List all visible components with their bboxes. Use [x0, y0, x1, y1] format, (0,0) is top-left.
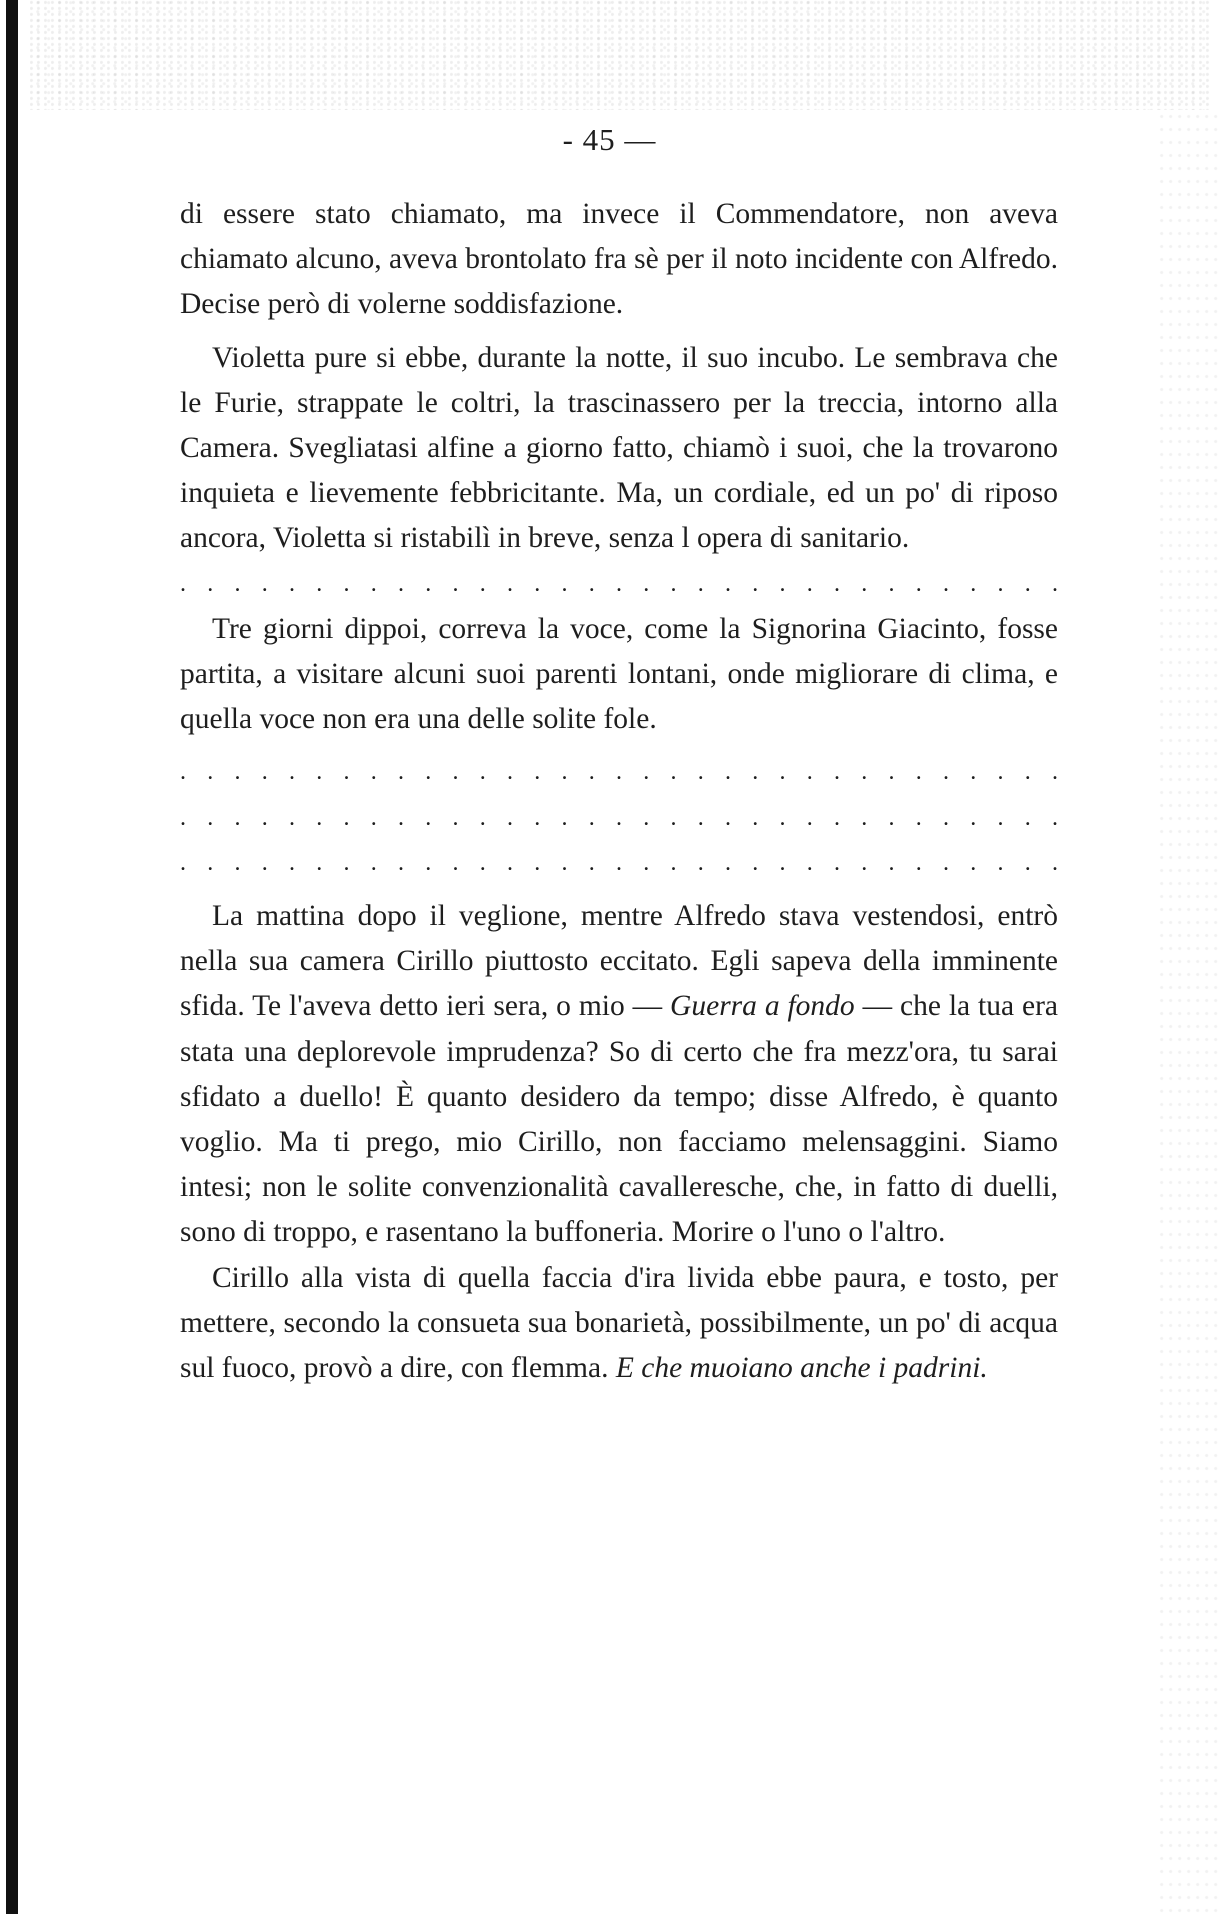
page-number: - 45 — — [562, 122, 657, 157]
italic-phrase-padrini: E che muoiano anche i padrini. — [615, 1352, 988, 1385]
body-text — [180, 192, 1058, 1391]
dotted-separator-3: . . . . . . . . . . . . . . . . . . . . . . . . . . . . . . . . . — [180, 804, 1058, 831]
paper-speckle-top — [30, 0, 1210, 110]
dotted-separator-2: . . . . . . . . . . . . . . . . . . . . . . . . . . . . . . . . . — [180, 759, 1058, 786]
binding-edge — [6, 0, 18, 1914]
dotted-separator-4: . . . . . . . . . . . . . . . . . . . . . . . . . . . . . . . . . — [180, 849, 1058, 876]
paper-speckle-right — [1159, 110, 1219, 1914]
paragraph-2: Violetta pure si ebbe, durante la notte, il suo incubo. Le sembrava che le Furie, strappate le coltri, la trascinassero per la treccia, intorno alla Camera. Svegliatasi alfine a giorno fatto, chiamò i suoi, che la trovarono inquieta e lievemente febbricitante. Ma, un cordiale, ed un po' di riposo ancora, Violetta si ristabilì in breve, senza l opera di sanitario. — [180, 341, 1058, 555]
paragraph-5: Cirillo alla vista di quella faccia d'ira livida ebbe paura, e tosto, per mettere, secondo la consueta sua bonarietà, possibilmente, un po' di acqua sul fuoco, provò a dire, con flemma. E che muoiano anche i padrini. — [180, 1261, 1058, 1385]
paragraph-4: La mattina dopo il veglione, mentre Alfredo stava vestendosi, entrò nella sua camera Cirillo piuttosto eccitato. Egli sapeva della imminente sfida. Te l'aveva detto ieri sera, o mio — Guerra a fondo — che la tua era stata una deplorevole imprudenza? So di certo che fra mezz'ora, tu sarai sfidato a duello! È quanto desidero da tempo; disse Alfredo, è quanto voglio. Ma ti prego, mio Cirillo, non facciamo melensaggini. Siamo intesi; non le solite convenzionalità cavalleresche, che, in fatto di duelli, sono di troppo, e rasentano la buffoneria. Morire o l'uno o l'altro. — [180, 899, 1059, 1249]
italic-phrase-guerra: Guerra a fondo — [670, 990, 855, 1023]
paragraph-3: Tre giorni dippoi, correva la voce, come la Signorina Giacinto, fosse partita, a visitare alcuni suoi parenti lontani, onde migliorare di clima, e quella voce non era una delle solite fole. — [180, 612, 1058, 736]
paragraph-1: di essere stato chiamato, ma invece il Commendatore, non aveva chiamato alcuno, aveva brontolato fra sè per il noto incidente con Alfredo. Decise però di volerne soddisfazione. — [180, 198, 1058, 321]
dotted-separator-1: . . . . . . . . . . . . . . . . . . . . . . . . . . . . . . . . . — [180, 570, 1058, 597]
